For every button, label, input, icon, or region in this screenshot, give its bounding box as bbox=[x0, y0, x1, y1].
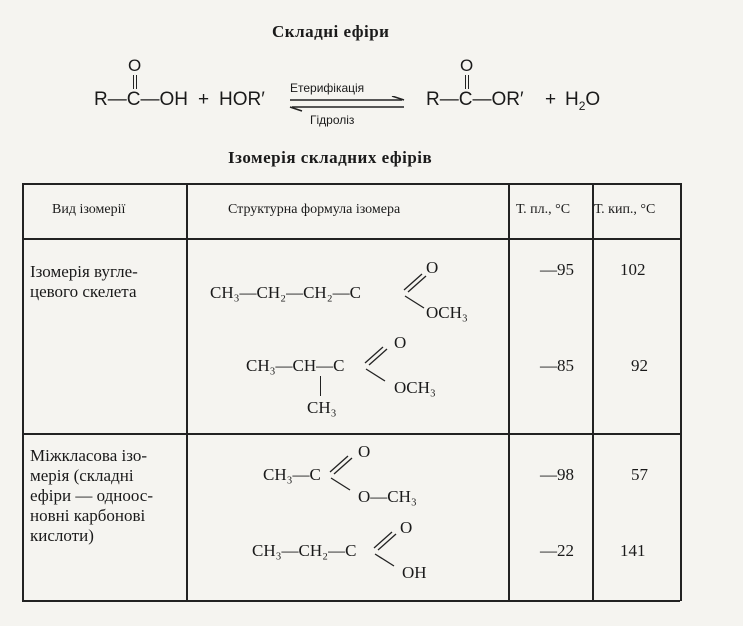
esterification-label: Етерифікація bbox=[290, 81, 365, 95]
row2-o-double: O bbox=[394, 333, 407, 352]
water-sub: 2 bbox=[578, 98, 586, 113]
header-isomer-type: Вид ізомерії bbox=[52, 202, 126, 217]
row3-mp: —98 bbox=[540, 465, 574, 484]
row3-o-double: O bbox=[358, 442, 371, 461]
water-o: O bbox=[585, 89, 601, 110]
row3-bp: 57 bbox=[631, 465, 648, 484]
col-border-0 bbox=[22, 183, 24, 601]
ester-formula: R—C—OR′ bbox=[426, 89, 524, 110]
row4-o-single: OH bbox=[402, 563, 427, 582]
row4-mp: —22 bbox=[540, 541, 574, 560]
ester-o: O bbox=[460, 56, 474, 75]
row4-o-double: O bbox=[400, 518, 413, 537]
header-boiling-point: Т. кип., °С bbox=[594, 202, 656, 217]
formula-propanoic-acid: CH₃—CH₂—C bbox=[252, 541, 357, 560]
acid-double-bond bbox=[133, 75, 134, 89]
col-border-3 bbox=[592, 183, 594, 601]
table-bottom-border bbox=[22, 600, 680, 602]
row3-o-single: O—CH₃ bbox=[358, 487, 417, 506]
group-label-interclass: Міжкласова ізо- мерія (складні ефіри — одноос- новні карбонові кислоти) bbox=[30, 446, 153, 545]
header-melting-point: Т. пл., °С bbox=[516, 202, 571, 217]
ester-double-bond bbox=[465, 75, 466, 89]
row1-o-single: OCH₃ bbox=[426, 303, 468, 322]
row1-o-double: O bbox=[426, 258, 439, 277]
col-border-1 bbox=[186, 183, 188, 601]
group-divider bbox=[22, 433, 680, 435]
acid-o: O bbox=[128, 56, 142, 75]
header-bottom-border bbox=[22, 238, 680, 240]
header-structural-formula: Структурна формула ізомера bbox=[228, 202, 401, 217]
plus-sign-2: + bbox=[545, 89, 557, 110]
formula-methyl-acetate: CH₃—C bbox=[263, 465, 321, 484]
row2-o-single: OCH₃ bbox=[394, 378, 436, 397]
row2-branch: CH₃ bbox=[307, 398, 337, 417]
row4-bp: 141 bbox=[620, 541, 646, 560]
water-formula bbox=[565, 89, 600, 113]
col-border-2 bbox=[508, 183, 510, 601]
alcohol-formula: HOR′ bbox=[219, 89, 265, 110]
row1-bp: 102 bbox=[620, 260, 646, 279]
col-border-4 bbox=[680, 183, 682, 601]
water-h: H bbox=[565, 89, 579, 110]
table-title: Ізомерія складних ефірів bbox=[228, 148, 433, 167]
row2-bp: 92 bbox=[631, 356, 648, 375]
hydrolysis-label: Гідроліз bbox=[310, 113, 355, 127]
formula-methyl-butanoate: CH₃—CH₂—CH₂—C bbox=[210, 283, 361, 302]
acid-formula: R—C—OH bbox=[94, 89, 188, 110]
row1-mp: —95 bbox=[540, 260, 574, 279]
row2-mp: —85 bbox=[540, 356, 574, 375]
branch-bond-row2 bbox=[320, 376, 321, 396]
formula-methyl-isobutanoate: CH₃—CH—C bbox=[246, 356, 345, 375]
equilibrium-arrows bbox=[288, 96, 408, 112]
plus-sign-1: + bbox=[198, 89, 210, 110]
table-top-border bbox=[22, 183, 680, 185]
page-title: Складні ефіри bbox=[272, 22, 390, 41]
group-label-skeletal: Ізомерія вугле- цевого скелета bbox=[30, 262, 138, 301]
